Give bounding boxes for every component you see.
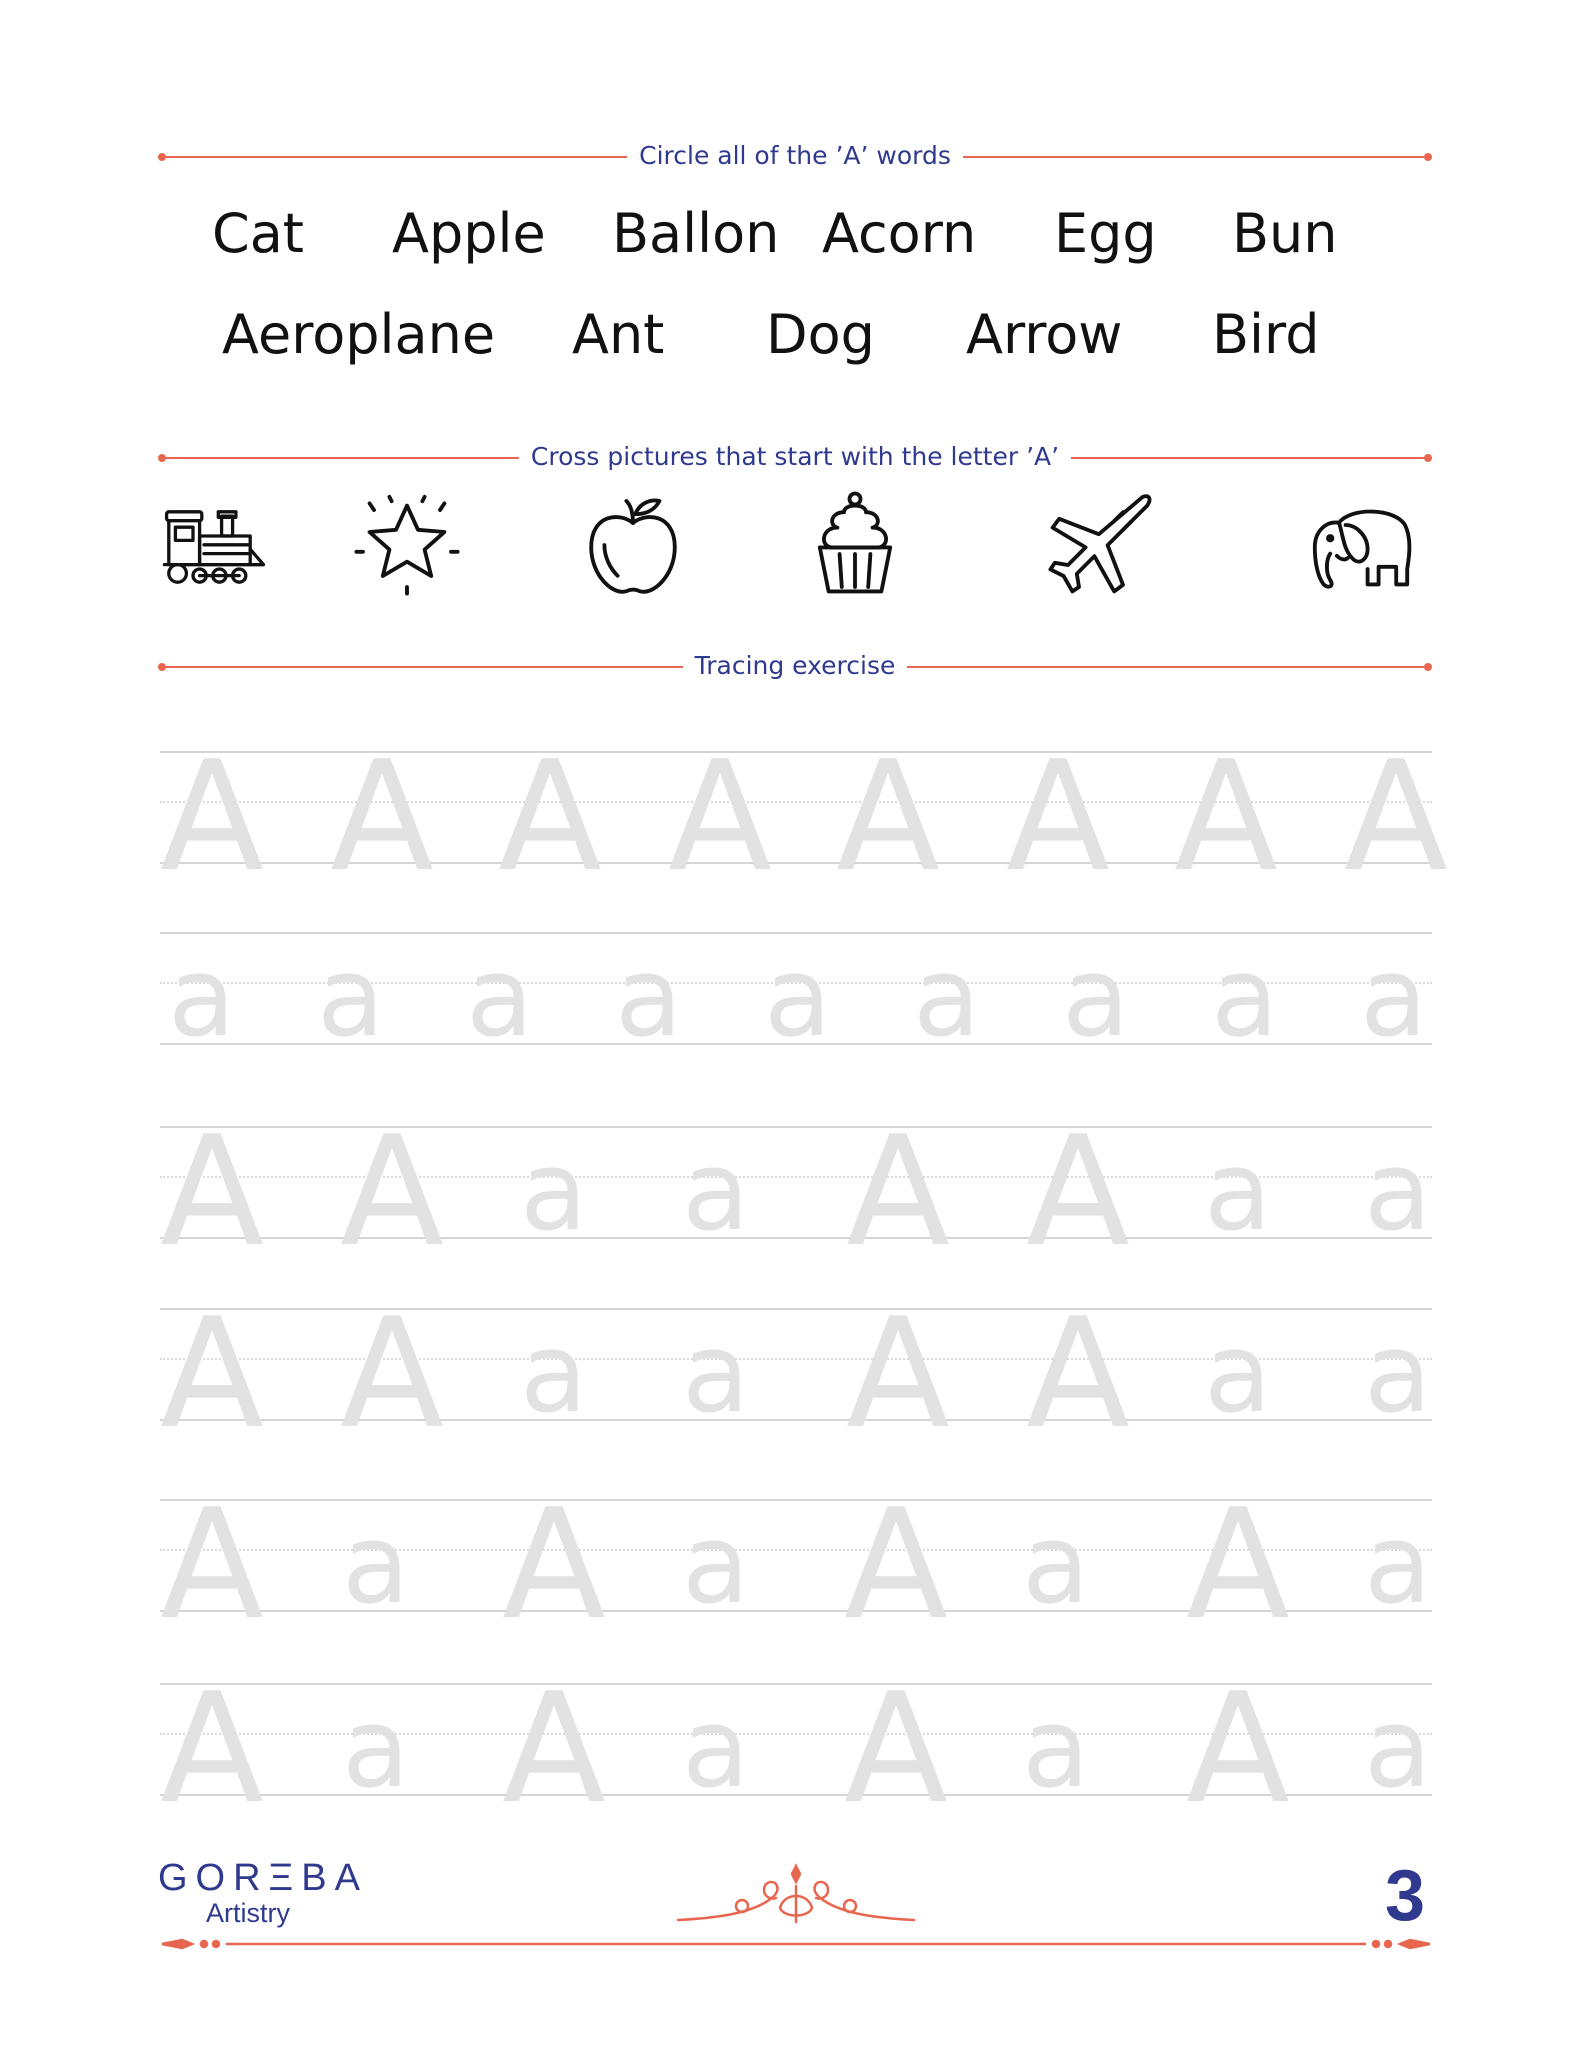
trace-letter[interactable]: A	[846, 1103, 950, 1280]
trace-letter[interactable]: a	[682, 1309, 750, 1437]
tracing-row	[160, 1476, 1432, 1653]
trace-letter[interactable]: a	[1204, 1309, 1272, 1437]
footer-ornament	[160, 1930, 1432, 1956]
trace-letter[interactable]: A	[340, 1103, 444, 1280]
trace-letter[interactable]: a	[168, 933, 236, 1061]
trace-letter[interactable]: A	[160, 1103, 264, 1280]
trace-letter[interactable]: a	[1022, 1684, 1090, 1812]
trace-letter[interactable]: A	[836, 728, 940, 905]
trace-letter[interactable]: A	[160, 1660, 264, 1837]
trace-letter[interactable]: A	[844, 1660, 948, 1837]
trace-letter[interactable]: a	[1364, 1127, 1432, 1255]
brand-logo	[158, 1858, 368, 1928]
elephant-icon[interactable]	[1306, 492, 1416, 602]
trace-letter[interactable]: A	[340, 1285, 444, 1462]
brand-subtitle: Artistry	[206, 1898, 290, 1928]
tracing-row	[160, 1285, 1432, 1462]
trace-letter[interactable]: A	[1344, 728, 1448, 905]
circle-words-header	[158, 141, 1432, 171]
cross-pictures-title: Cross pictures that start with the letter ’A’	[519, 442, 1071, 471]
word-item[interactable]: Dog	[766, 303, 875, 366]
page-number: 3	[1385, 1856, 1426, 1936]
trace-letter[interactable]: A	[668, 728, 772, 905]
trace-letter[interactable]: A	[1186, 1476, 1290, 1653]
word-item[interactable]: Aeroplane	[222, 303, 496, 366]
trace-letter[interactable]: a	[342, 1500, 410, 1628]
trace-letter[interactable]: a	[1211, 933, 1279, 1061]
trace-letter[interactable]: A	[1186, 1660, 1290, 1837]
trace-letter[interactable]: A	[1026, 1103, 1130, 1280]
trace-letter[interactable]: a	[342, 1684, 410, 1812]
word-item[interactable]: Apple	[392, 202, 546, 265]
trace-letter[interactable]: a	[1360, 933, 1428, 1061]
trace-letter[interactable]: A	[160, 1476, 264, 1653]
trace-letter[interactable]: A	[844, 1476, 948, 1653]
word-item[interactable]: Bun	[1232, 202, 1338, 265]
word-item[interactable]: Acorn	[822, 202, 977, 265]
star-icon[interactable]	[352, 488, 462, 598]
trace-letter[interactable]: A	[846, 1285, 950, 1462]
trace-letter[interactable]: a	[520, 1127, 588, 1255]
trace-letter[interactable]: a	[913, 933, 981, 1061]
word-item[interactable]: Arrow	[966, 303, 1123, 366]
trace-letter[interactable]: a	[1364, 1309, 1432, 1437]
tracing-row	[160, 1103, 1432, 1280]
trace-letter[interactable]: a	[682, 1500, 750, 1628]
trace-letter[interactable]: a	[615, 933, 683, 1061]
trace-letter[interactable]: A	[330, 728, 434, 905]
trace-letter[interactable]: a	[1022, 1500, 1090, 1628]
trace-letter[interactable]: A	[1174, 728, 1278, 905]
trace-letter[interactable]: a	[520, 1309, 588, 1437]
word-item[interactable]: Cat	[212, 202, 304, 265]
swirl-ornament-icon	[676, 1862, 916, 1932]
trace-letter[interactable]: A	[498, 728, 602, 905]
apple-icon[interactable]	[578, 490, 688, 600]
trace-letter[interactable]: A	[502, 1476, 606, 1653]
trace-letter[interactable]: a	[1364, 1500, 1432, 1628]
cross-pictures-header	[158, 442, 1432, 472]
tracing-row	[160, 932, 1432, 1061]
word-item[interactable]: Bird	[1212, 303, 1320, 366]
tracing-row	[160, 1660, 1432, 1837]
trace-letter[interactable]: A	[160, 728, 264, 905]
trace-letter[interactable]: a	[682, 1127, 750, 1255]
word-item[interactable]: Ballon	[612, 202, 780, 265]
trace-letter[interactable]: A	[1026, 1285, 1130, 1462]
trace-letter[interactable]: a	[1204, 1127, 1272, 1255]
circle-words-title: Circle all of the ’A’ words	[627, 141, 963, 170]
tracing-title: Tracing exercise	[683, 651, 908, 680]
trace-letter[interactable]: A	[1006, 728, 1110, 905]
brand-name: GORΞBA	[158, 1857, 368, 1899]
trace-letter[interactable]: a	[1062, 933, 1130, 1061]
word-item[interactable]: Ant	[572, 303, 665, 366]
trace-letter[interactable]: a	[764, 933, 832, 1061]
trace-letter[interactable]: a	[317, 933, 385, 1061]
cupcake-icon[interactable]	[800, 488, 910, 598]
tracing-row	[160, 728, 1448, 905]
trace-letter[interactable]: A	[502, 1660, 606, 1837]
trace-letter[interactable]: a	[1364, 1684, 1432, 1812]
tracing-header	[158, 651, 1432, 681]
train-icon[interactable]	[160, 492, 270, 602]
trace-letter[interactable]: A	[160, 1285, 264, 1462]
airplane-icon[interactable]	[1046, 488, 1156, 598]
trace-letter[interactable]: a	[466, 933, 534, 1061]
word-item[interactable]: Egg	[1054, 202, 1157, 265]
trace-letter[interactable]: a	[682, 1684, 750, 1812]
